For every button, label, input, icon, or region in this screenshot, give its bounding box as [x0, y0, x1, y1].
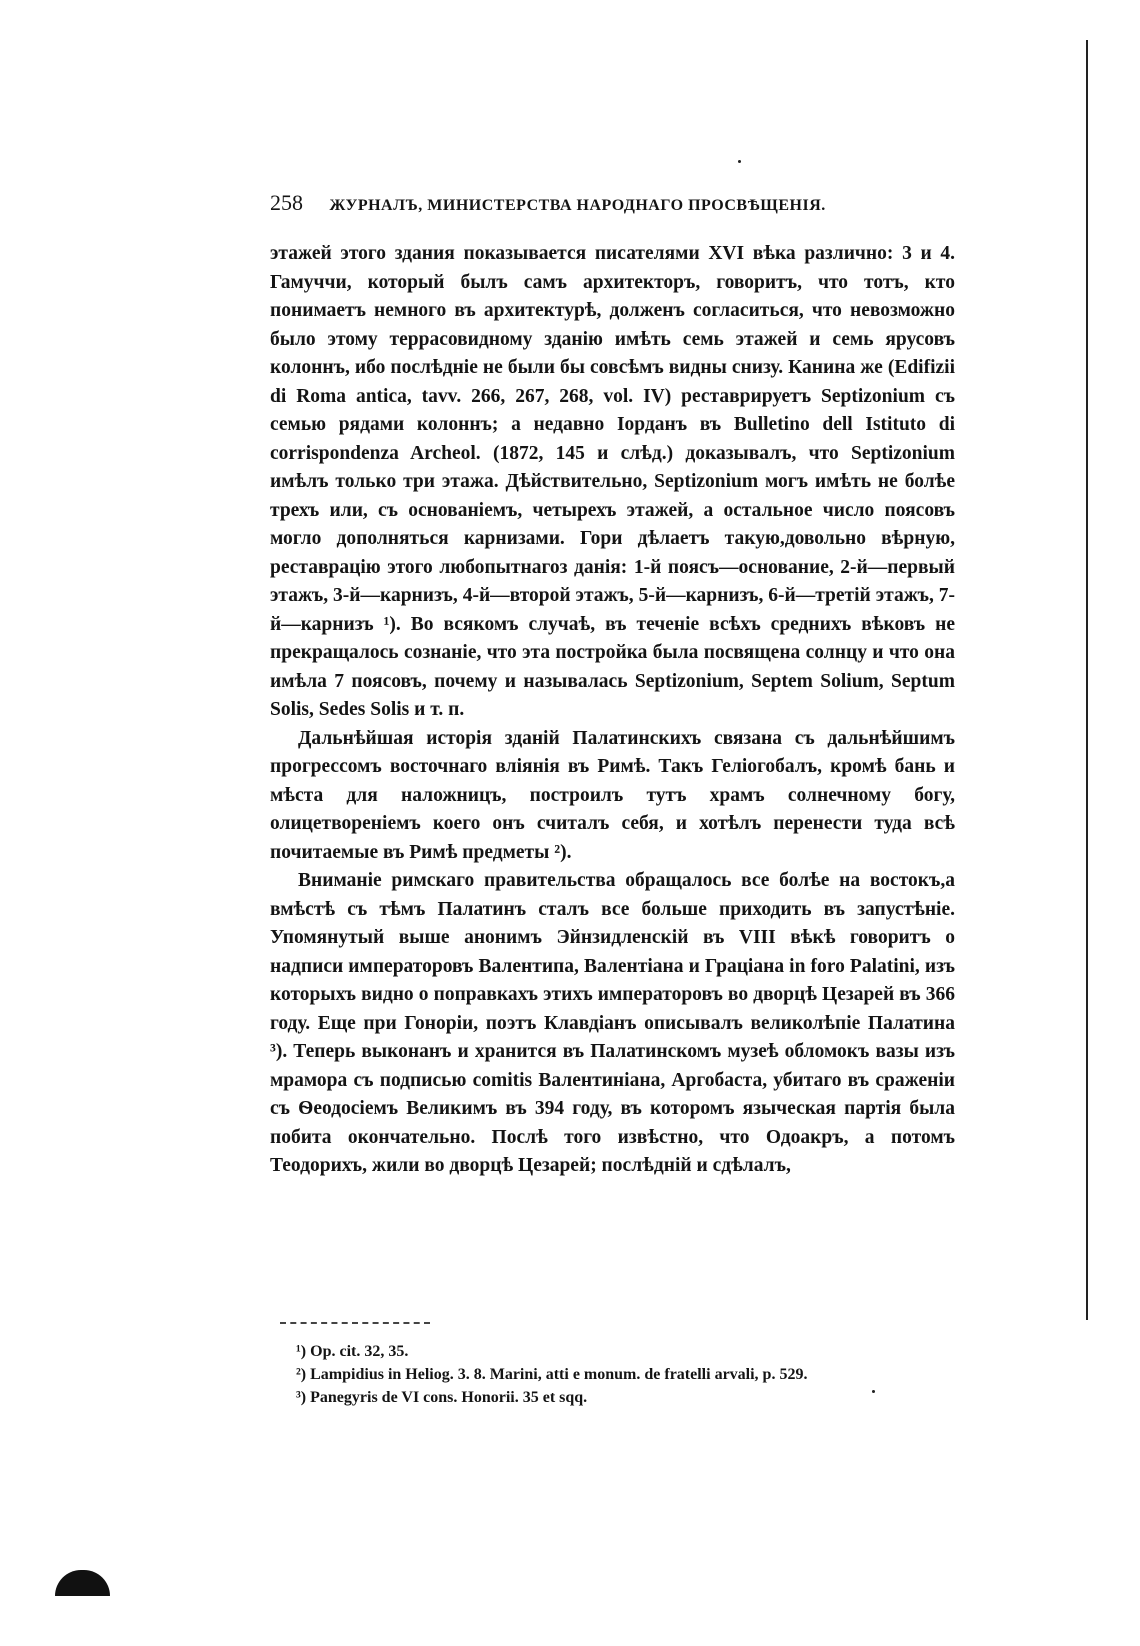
footnote-2: ²) Lampidius in Heliog. 3. 8. Marini, atti e monum. de fratelli arvali, p. 529.: [296, 1366, 808, 1383]
footnotes: [296, 1340, 956, 1409]
ink-blot: [55, 1570, 110, 1596]
page-header: [270, 190, 910, 216]
paragraph-2: Дальнѣйшая исторія зданій Палатинскихъ связана съ дальнѣйшимъ прогрессомъ восточнаго вліянія въ Римѣ. Такъ Геліогобалъ, кромѣ бань и мѣста для наложницъ, построилъ тутъ храмъ солнечному богу, олицетвореніемъ коего онъ считалъ себя, и хотѣлъ перенести туда всѣ почитаемые въ Римѣ предметы ²).: [270, 727, 955, 863]
paragraph-1: этажей этого здания показывается писателями XVI вѣка различно: 3 и 4. Гамуччи, который былъ самъ архитекторъ, говоритъ, что тотъ, кто понимаетъ немного въ архитектурѣ, долженъ согласиться, что невозможно было этому террасовидному зданію имѣть семь этажей и семь ярусовъ колоннъ, ибо послѣдніе не были бы совсѣмъ видны снизу. Канина же (Edifizii di Roma antica, tavv. 266, 267, 268, vol. IV) реставрируетъ Septizonium съ семью рядами колоннъ; а недавно Іорданъ въ Bulletino dell Istituto di corrispondenza Archeol. (1872, 145 и слѣд.) доказывалъ, что Septizonium имѣлъ только три этажа. Дѣйствительно, Septizonium могъ имѣть не болѣе трехъ или, съ основаніемъ, четырехъ этажей, а остальное число поясовъ могло дополняться карнизами. Гори дѣлаетъ такую,довольно вѣрную, реставрацію этого любопытнагоз данія: 1-й поясъ—основание, 2-й—первый этажъ, 3-й—карнизъ, 4-й—второй этажъ, 5-й—карнизъ, 6-й—третій этажъ, 7-й—карнизъ ¹). Во всякомъ случаѣ, въ теченіе всѣхъ среднихъ вѣковъ не прекращалось сознаніе, что эта постройка была посвящена солнцу и что она имѣла 7 поясовъ, почему и называлась Septizonium, Septem Solium, Septum Solis, Sedes Solis и т. п.: [270, 243, 955, 720]
speck: [738, 160, 741, 163]
body-text: [270, 240, 955, 1181]
footnote-separator: [280, 1322, 430, 1324]
footnote-3: ³) Panegyris de VI cons. Honorii. 35 et sqq.: [296, 1389, 588, 1406]
paragraph-3: Вниманіе римскаго правительства обращалось все болѣе на востокъ,а вмѣстѣ съ тѣмъ Палатинъ сталъ все больше приходить въ запустѣніе. Упомянутый выше анонимъ Эйнзидленскій въ VIII вѣкѣ говоритъ о надписи императоровъ Валентипа, Валентіана и Граціана in foro Palatini, изъ которыхъ видно о поправкахъ этихъ императоровъ во дворцѣ Цезарей въ 366 году. Еще при Гоноріи, поэтъ Клавдіанъ описывалъ великолѣпіе Палатина ³). Теперь выконанъ и хранится въ Палатинскомъ музеѣ обломокъ вазы изъ мрамора съ подписью comitis Валентиніана, Аргобаста, убитаго въ сраженіи съ Ѳеодосіемъ Великимъ въ 394 году, въ которомъ языческая партія была побита окончательно. Послѣ того извѣстно, что Одоакръ, а потомъ Теодорихъ, жили во дворцѣ Цезарей; послѣдній и сдѣлалъ,: [270, 870, 955, 1176]
page-edge-line: [1086, 40, 1088, 1320]
page-number: 258: [270, 190, 303, 215]
running-title: ЖУРНАЛЪ, МИНИСТЕРСТВА НАРОДНАГО ПРОСВѢЩЕНІЯ.: [329, 197, 826, 214]
speck: [872, 1390, 875, 1393]
footnote-1: ¹) Op. cit. 32, 35.: [296, 1343, 409, 1360]
